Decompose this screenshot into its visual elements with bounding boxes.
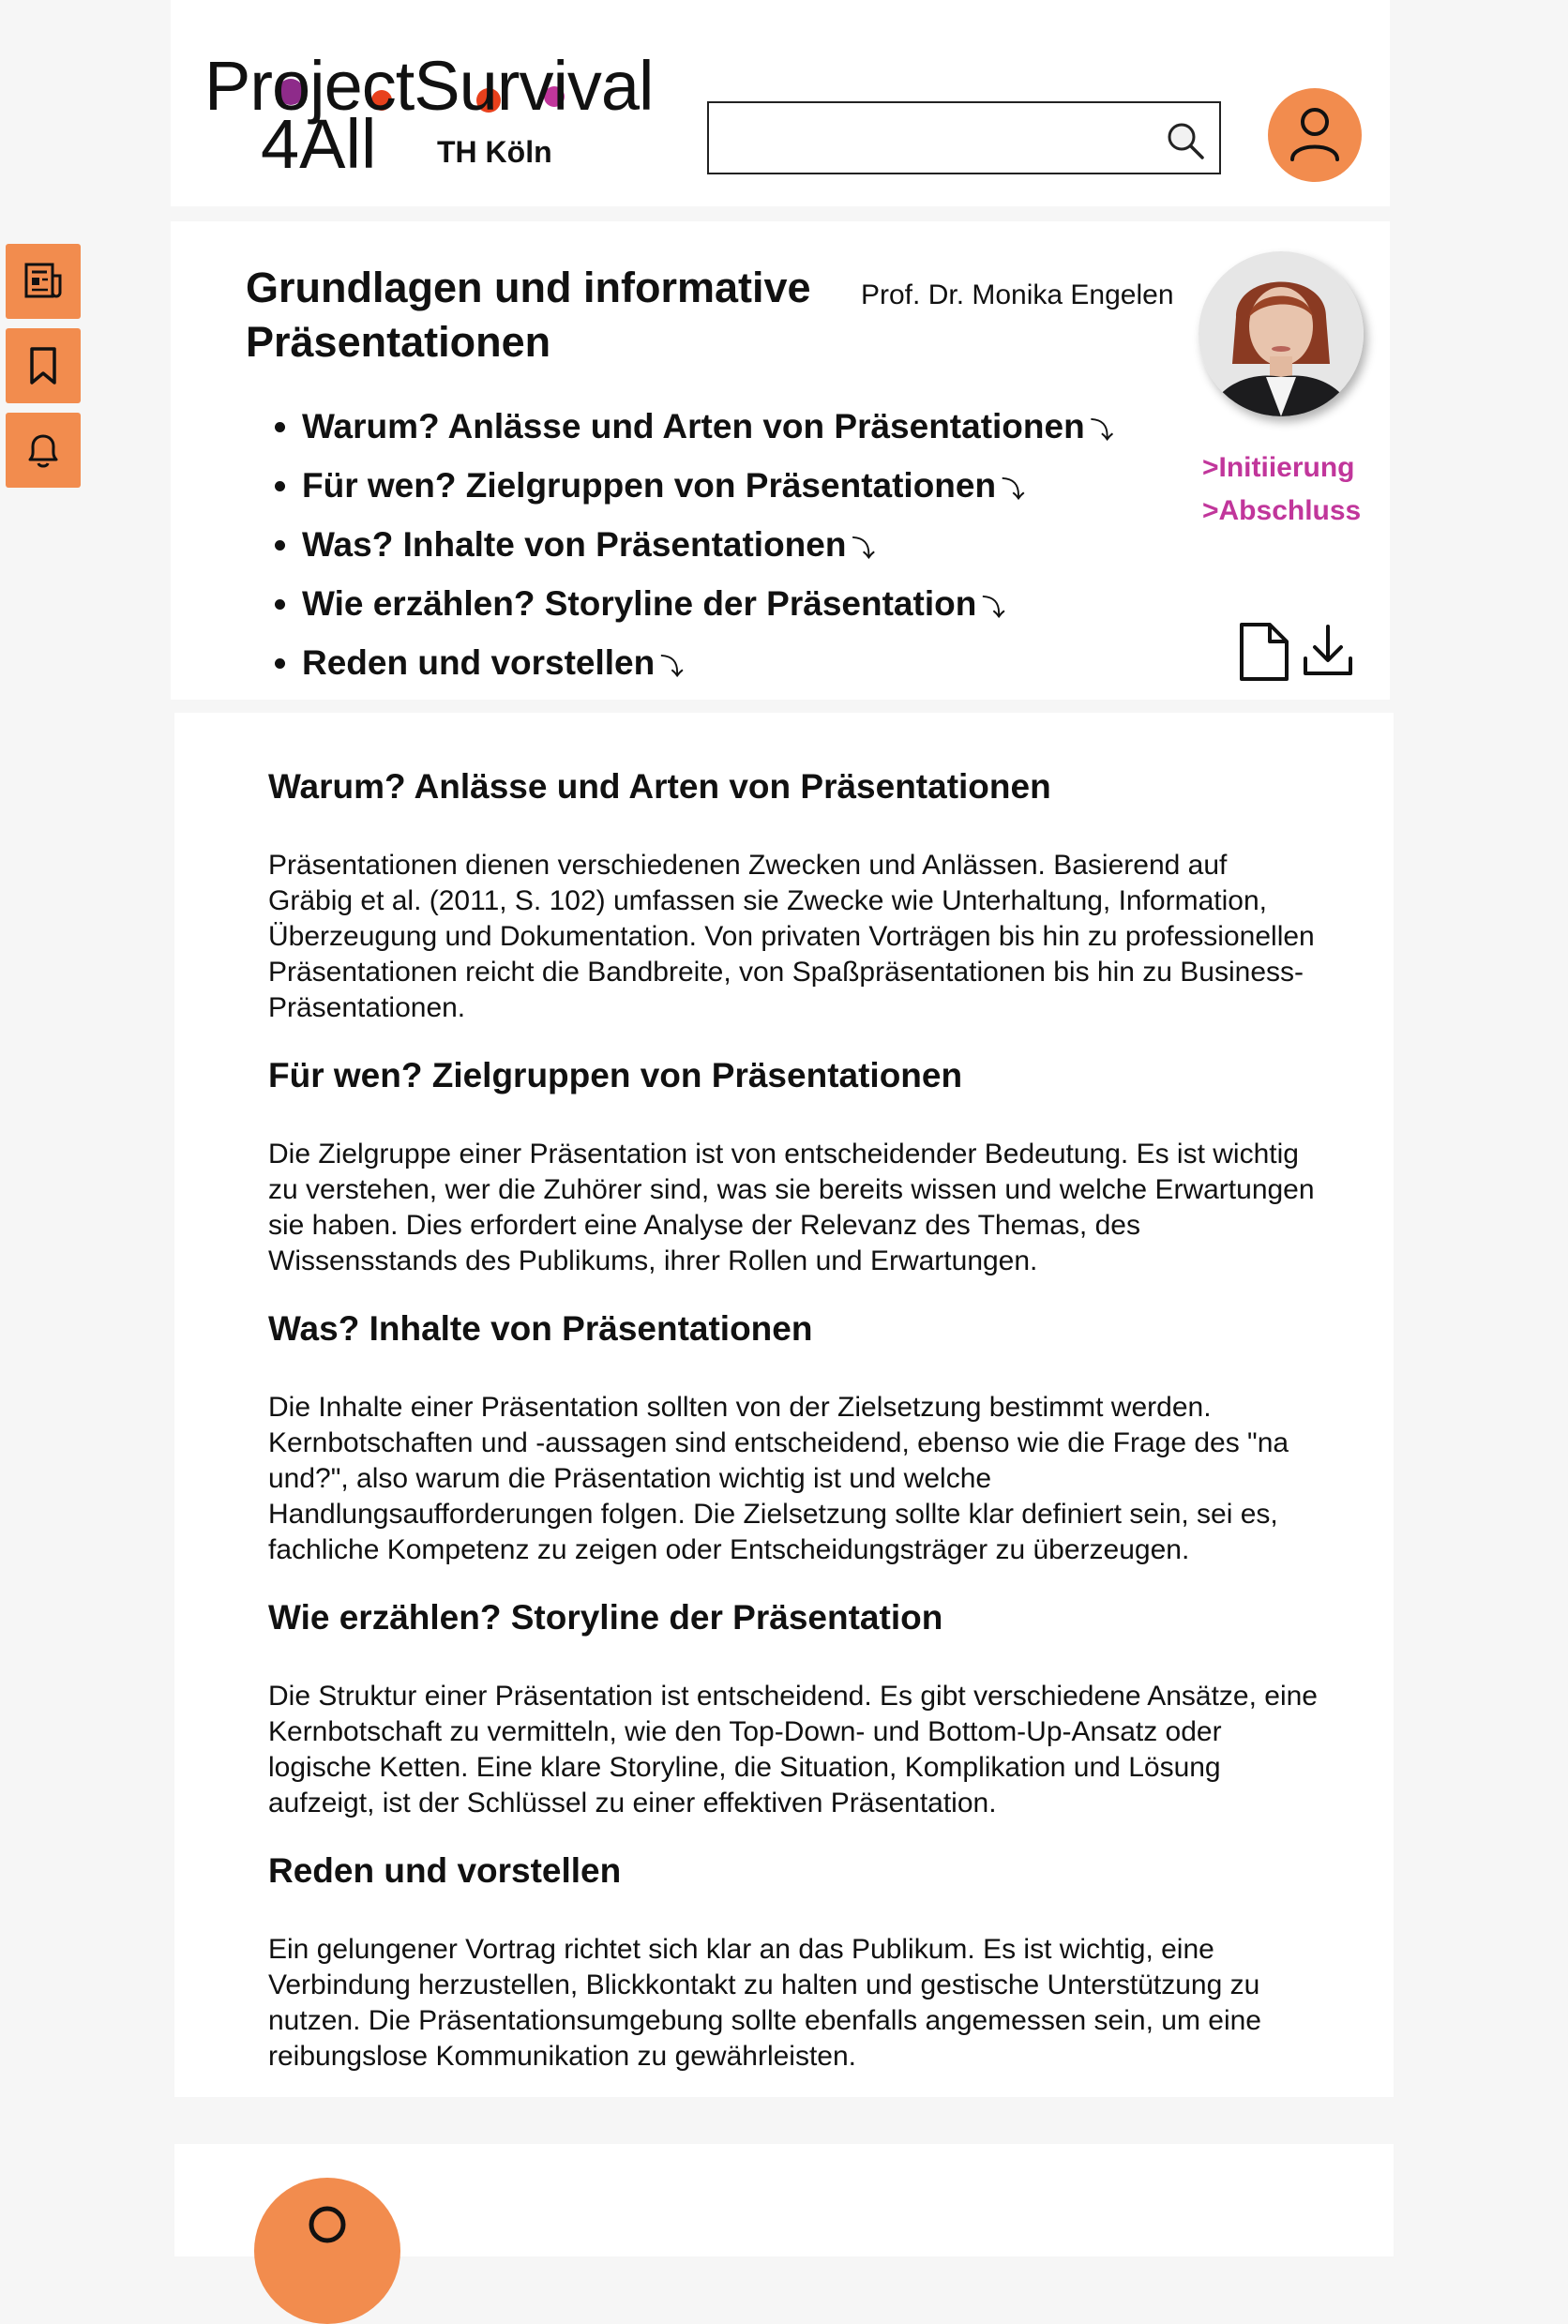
jump-arrow-icon: ⤵: [660, 655, 684, 680]
section-heading: Warum? Anlässe und Arten von Präsentationen: [268, 767, 1051, 806]
article-section: [268, 765, 1319, 1026]
section-text: Die Inhalte einer Präsentation sollten von der Zielsetzung bestimmt werden. Kernbotschaften und -aussagen sind entscheidend, ebenso wie die Frage des "na und?", also warum die Präsentation wichtig ist und welche Handlungsaufforderungen folgen. Die Zielsetzung sollte klar definiert sein, sei es, fachliche Kompetenz zu zeigen oder Entscheidungsträger zu überzeugen.: [268, 1392, 1289, 1565]
section-heading: Reden und vorstellen: [268, 1851, 622, 1890]
toc-item[interactable]: • Wie erzählen? Storyline der Präsentation ⤵: [302, 577, 1113, 636]
table-of-contents: [255, 400, 1113, 695]
commenter-avatar[interactable]: [254, 2178, 400, 2324]
search-icon[interactable]: [1165, 120, 1206, 161]
section-text: Präsentationen dienen verschiedenen Zwecken und Anlässen. Basierend auf Gräbig et al. (2011, S. 102) umfassen sie Zwecke wie Unterhaltung, Information, Überzeugung und Dokumentation. Von privaten Vorträgen bis hin zu professionellen Präsentationen reicht die Bandbreite, von Spaßpräsentationen bis hin zu Business-Präsentationen.: [268, 850, 1315, 1023]
author-avatar: [1199, 251, 1364, 416]
logo-wordmark: ProjectSurvival: [204, 47, 654, 125]
logo[interactable]: [204, 47, 673, 183]
jump-arrow-icon: ⤵: [982, 596, 1005, 621]
user-icon: [290, 2204, 365, 2260]
toc-item[interactable]: • Was? Inhalte von Präsentationen ⤵: [302, 518, 1113, 577]
download-icon[interactable]: [1302, 623, 1354, 684]
sidebar-news-button[interactable]: [6, 244, 81, 319]
section-heading: Wie erzählen? Storyline der Präsentation: [268, 1598, 943, 1637]
jump-arrow-icon: ⤵: [1002, 477, 1025, 503]
jump-arrow-icon: ⤵: [1090, 418, 1113, 444]
article-section: [268, 1596, 1319, 1821]
profile-button[interactable]: [1268, 88, 1362, 182]
section-heading: Was? Inhalte von Präsentationen: [268, 1309, 813, 1348]
newspaper-icon: [23, 261, 64, 302]
article-section: [268, 1307, 1319, 1568]
section-text: Die Struktur einer Präsentation ist entscheidend. Es gibt verschiedene Ansätze, eine Kernbotschaft zu vermitteln, wie den Top-Down- und Bottom-Up-Ansatz oder logische Ketten. Eine klare Storyline, die Situation, Komplikation und Lösung aufzeigt, ist der Schlüssel zu einer effektiven Präsentation.: [268, 1681, 1318, 1818]
bell-icon: [23, 430, 64, 471]
article-card: [174, 713, 1394, 2097]
phase-link-initiierung[interactable]: >Initiierung: [1202, 452, 1355, 483]
bookmark-icon: [23, 345, 64, 386]
section-text: Ein gelungener Vortrag richtet sich klar an das Publikum. Es ist wichtig, eine Verbindung herzustellen, Blickkontakt zu halten und gestische Unterstützung zu nutzen. Die Präsentationsumgebung sollte ebenfalls angemessen sein, um eine reibungslose Kommunikation zu gewährleisten.: [268, 1934, 1261, 2072]
topic-card: [171, 221, 1390, 700]
jump-arrow-icon: ⤵: [852, 536, 875, 562]
phase-links: [1202, 446, 1361, 533]
user-icon: [1289, 107, 1341, 163]
document-icon[interactable]: [1236, 619, 1292, 689]
article-section: [268, 1849, 1319, 2075]
article-section: [268, 1054, 1319, 1279]
toc-item[interactable]: • Für wen? Zielgruppen von Präsentationen ⤵: [302, 459, 1113, 518]
section-text: Die Zielgruppe einer Präsentation ist von entscheidender Bedeutung. Es ist wichtig zu verstehen, wer die Zuhörer sind, was sie bereits wissen und welche Erwartungen sie haben. Dies erfordert eine Analyse der Relevanz des Themas, des Wissensstands des Publikums, ihrer Rollen und Erwartungen.: [268, 1139, 1315, 1276]
page-title: Grundlagen und informative Präsentationen: [246, 264, 811, 366]
section-heading: Für wen? Zielgruppen von Präsentationen: [268, 1056, 963, 1094]
logo-wordmark-4all: 4All: [261, 105, 377, 183]
search-input[interactable]: [718, 111, 1153, 167]
toc-item[interactable]: • Warum? Anlässe und Arten von Präsentationen ⤵: [302, 400, 1113, 459]
comment-card: [174, 2144, 1394, 2256]
author-name: Prof. Dr. Monika Engelen: [861, 279, 1174, 310]
toc-item[interactable]: • Reden und vorstellen ⤵: [302, 636, 1113, 695]
sidebar-notifications-button[interactable]: [6, 413, 81, 488]
search-bar: [707, 101, 1221, 174]
phase-link-abschluss[interactable]: >Abschluss: [1202, 495, 1362, 526]
site-header: [171, 0, 1390, 206]
sidebar-bookmark-button[interactable]: [6, 328, 81, 403]
logo-institution: TH Köln: [437, 135, 552, 169]
